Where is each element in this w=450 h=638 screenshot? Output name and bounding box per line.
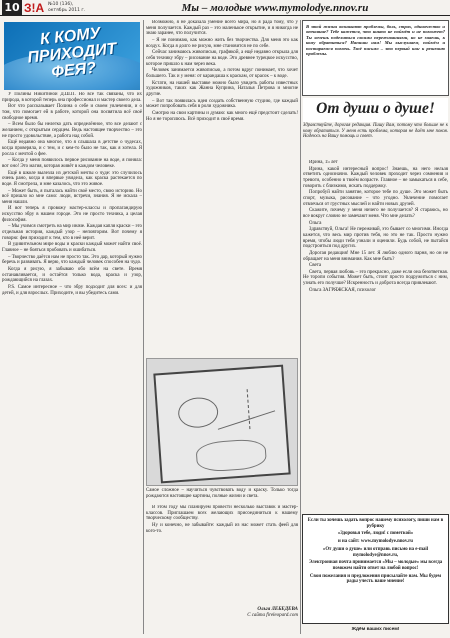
page-header-title: Мы – молодые www.mymolodye.nnov.ru [181,2,369,14]
paragraph: Возможно, я не доказала умение всего мира, но я рада тому, что у меня получается. Каждый раз – это маленькое открытие, и я никогда не знаю заранее, что получится. [146,20,298,37]
paragraph: Когда я рисую, я забываю обо всём на свете. Время останавливается, и остаётся только вода, краска и узор, рождающийся на глазах. [2,267,142,284]
paragraph: И вот теперь я провожу мастер-классы и пропагандирую искусство эбру в нашем городе. Это не просто техника, а целая философия. [2,206,142,223]
paragraph: Свои пожелания и предложения присылайте нам. Мы будем рады учесть ваше мнение! [309,573,442,585]
paragraph: Ирина, 15 лет [309,160,338,165]
paragraph: Здравствуй, Ольга! Не переживай, это бывает со многими. Иногда кажется, что весь мир против тебя, но это не так. Просто нужно время, чтобы люди тебя узнали и оценили. Будь собой, не пытайся подстроиться под других. [303,227,448,250]
page-header [0,0,450,16]
paragraph: Света [309,263,322,269]
paragraph: Дорогая редакция! Мне 15 лет. Я люблю одного парня, но он не обращает на меня внимания. Как мне быть? [303,250,448,262]
article-photo [146,358,298,486]
paragraph: Ольга ЗАГРЯЖСКАЯ, психолог [309,287,377,293]
paragraph: В этом году мы планируем провести несколько выставок и мастер-классов. Приглашаем всех желающих присоединиться к нашему творческому сообществу. [146,505,298,522]
photo-caption: Самое сложное – научиться чувствовать воду и краску. Только тогда рождаются настоящие картины, полные жизни и света. [146,488,298,499]
paragraph: У Полины Никитиной Д.Ш.П. Но все так связаны, что их природа, в которой теперь она профессионал и мастер своего дела. [2,92,142,103]
paragraph: Если ты хочешь задать вопрос нашему психологу, пиши нам в рубрику [307,518,444,529]
paragraph: Кстати, на нашей выставке можно было увидеть работы известных художников, таких как Жанна Куприна, Наталья Петрова и многие другие. [146,80,298,97]
paragraph: Ну и конечно, не забывайте: каждый из нас может стать феей для кого-то. [146,522,298,534]
paragraph: Человек занимается живописью, а потом вдруг понимает, что хочет большего. Так и у меня: от карандаша к краскам, от красок – к воде. [146,68,298,79]
article-headline: К КОМУ ПРИХОДИТ ФЕЯ? [26,24,118,82]
paragraph: «От души о душе» или отправь письмо на e-mail mymolodye@nnov.ru, [322,546,429,558]
paragraph: Ещё недавно она многое, что я слышала в детстве о чудесах, когда проверяла, и с тем, и с кем-то было не так, как я хотела. Я росла с мечтой о фее. [2,140,142,157]
paragraph: Вот что рассказывает Полина о себе и своем увлечении, и о том, что помогает ей в работе, которой она посвятила всё своё свободное время. [2,104,142,121]
article-column-1 [2,92,142,636]
column-headline-box [303,98,448,122]
paragraph: Скажите, почему у меня ничего не получается? Я стараюсь, но все вокруг словно не замечают меня. Что мне делать? [303,208,448,219]
column-divider [300,20,301,634]
paragraph: В удивительном мире воды и краски каждый может найти своё. Главное – не бояться пробовать и ошибаться. [2,242,142,254]
paragraph: – Всем было бы нелегко дать определённое, что все делают с желанием, с открытым сердцем. Ведь настоящее творчество – это не просто удовольствие, а работа над собой. [2,122,142,139]
paragraph: и на сайт: www.mymolodye.nnov.ru [338,539,413,545]
paragraph: Ирина, какой интересный вопрос! Знаешь, на него нельзя ответить однозначно. Каждый человек проходит через сомнения и тревоги, особенно в твоём возрасте. Главное – не замыкаться в себе, говорить с близкими, искать поддержку. [303,166,448,189]
issue-info [48,2,85,13]
paragraph: Света, первая любовь – это прекрасно, даже если она безответная. Не торопи события. Может быть, стоит просто подружиться с ним, узнать его получше? Искренность и доброта всегда привлекают. [303,269,448,287]
photo-credit: С сайта fireleopard.com [247,613,298,618]
paragraph: – Я не понимаю, как можно жить без творчества. Для меня это как воздух. Когда я долго не рисую, мне становится не по себе. [146,37,298,49]
paragraph: – Мы учимся смотреть на мир иначе. Каждая капля краски – это отдельная история, каждый узор – неповторим. Вот почему я говорю: фея приходит к тем, кто в неё верит. [2,224,142,241]
page-number: 10 [2,0,22,16]
article-column-2 [146,20,298,355]
column-divider [143,20,144,634]
promo-box [302,514,449,624]
column-subtitle: Здравствуйте, дорогая редакция. Пишу Вам, потому что больше не к кому обратиться. У меня есть проблема, которая не даёт мне покоя. Надеюсь на Вашу помощь и совет. [303,123,448,140]
painting-canvas [153,365,290,484]
paragraph: – Творчество даётся нам не просто так. Это дар, который нужно беречь и развивать. Я верю, что каждый человек способен на чудо. [2,254,142,266]
paragraph: – Может быть, я пыталась найти своё место, свою историю. Но всё пришло ко мне само: люди, встречи, знания. Я не искала – меня нашли. [2,188,142,205]
paragraph: Сейчас занимаюсь живописью, графикой, а ещё недавно открыла для себя технику эбру – рисование на воде. Это древнее турецкое искусство, которое пришло к нам через века. [146,50,298,67]
paragraph: Ещё в школе вылезла из детской мечты о чуде: это случилось очень рано, когда я впервые увидела, как краска растекается по воде. Я смотрела, и мне казалось, что это живое. [2,170,142,187]
article-column-2-tail [146,505,298,605]
paragraph: Ольга [309,220,322,226]
paragraph: Р.S. Самое интересное – что эбру подходит для всех: и для детей, и для взрослых. Приходите, и вы убедитесь сами. [2,285,142,296]
issue-date: октябрь 2011 г. [48,7,86,13]
issue-number: №10 (136), [48,2,74,7]
paragraph: Смотрю на свои картины и думаю: как много ещё предстоит сделать! Но я не тороплюсь. Всё приходит в своё время. [146,110,298,122]
article-headline-image [4,22,140,90]
column-intro-box: В этой жизни возникают проблемы, боль, страх, одиночество и отчаяние? Тебе кажется, что никто не поймёт и не поможет? Ты хочешь поделиться своими переживаниями, но не знаешь, к кому обратиться? Напиши нам! Мы выслушаем, поймём и постараемся помочь. Твоё письмо – это первый шаг к решению проблемы. [302,20,449,96]
paragraph: Электронная почта принимается «Мы – молодые» мы всегда поможем найти ответ на любой вопрос! [308,560,443,571]
article-author: Ольга ЛЕБЕДЕВА [257,607,298,612]
paragraph: – Когда у меня появилось первое рисование на воде, я поняла: вот оно! Это магия, которая живёт в каждом человеке. [2,158,142,169]
column-headline: От души о душе! [316,100,435,117]
newspaper-logo: З!А [24,1,45,15]
paragraph: – Вот так появилась идея создать собственную студию, где каждый может попробовать себя в роли художника. [146,98,298,110]
advice-column [303,160,448,512]
paragraph: Попробуй найти занятие, которое тебе по душе. Это может быть спорт, музыка, рисование – что угодно. Увлечение помогает отвлечься от грустных мыслей и найти новых друзей. [303,190,448,207]
promo-footer: Ждём ваших писем! [351,627,400,632]
paragraph: «Здоровья тебе, люди! с пометкой» [337,531,414,537]
